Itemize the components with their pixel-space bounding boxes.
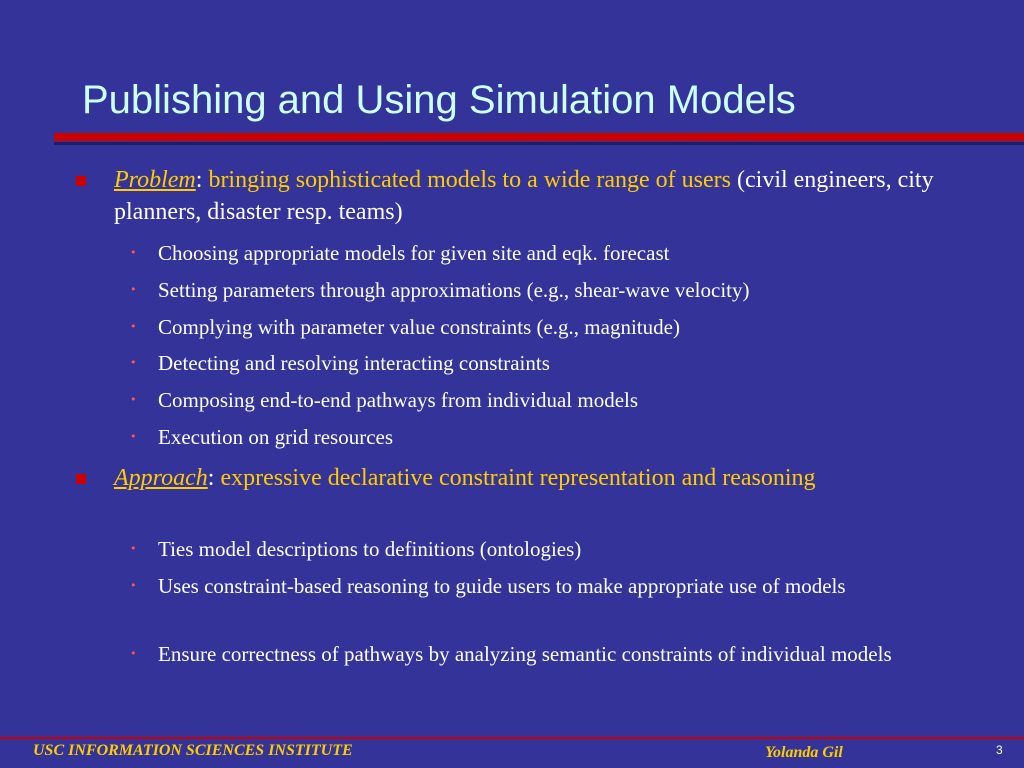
dot-bullet-icon: •	[130, 356, 137, 369]
bullet-approach	[114, 462, 1009, 494]
bullet-separator: :	[195, 167, 209, 193]
bullet-highlight: expressive declarative constraint representation and reasoning	[220, 465, 816, 491]
bullet-problem	[114, 164, 1009, 228]
sub-bullet: Detecting and resolving interacting constraints	[158, 351, 550, 375]
sub-bullet: Uses constraint-based reasoning to guide users to make appropriate use of models	[158, 574, 846, 598]
footer-institute: USC INFORMATION SCIENCES INSTITUTE	[33, 742, 353, 759]
sub-bullet: Complying with parameter value constraints (e.g., magnitude)	[158, 315, 680, 339]
dot-bullet-icon: •	[130, 246, 137, 259]
dot-bullet-icon: •	[130, 542, 137, 555]
footer-author: Yolanda Gil	[765, 744, 843, 761]
sub-bullet: Ensure correctness of pathways by analyzing semantic constraints of individual models	[158, 642, 892, 666]
sub-bullet: Composing end-to-end pathways from individual models	[158, 388, 639, 412]
bullet-separator: :	[207, 465, 221, 491]
bullet-rest: (civil engineers, city planners, disaster resp. teams)	[114, 167, 934, 225]
dot-bullet-icon: •	[130, 283, 137, 296]
slide-title: Publishing and Using Simulation Models	[82, 78, 796, 122]
title-divider-red	[54, 133, 1024, 141]
square-bullet-icon	[76, 474, 86, 484]
page-number: 3	[996, 743, 1003, 757]
bullet-highlight: bringing sophisticated models to a wide range of users	[208, 167, 731, 193]
dot-bullet-icon: •	[130, 647, 137, 660]
dot-bullet-icon: •	[130, 579, 137, 592]
footer-divider	[0, 737, 1024, 739]
sub-bullet: Setting parameters through approximations (e.g., shear-wave velocity)	[158, 278, 750, 302]
sub-bullet: Execution on grid resources	[158, 425, 394, 449]
dot-bullet-icon: •	[130, 393, 137, 406]
square-bullet-icon	[76, 176, 86, 186]
bullet-keyword: Approach	[114, 465, 208, 491]
dot-bullet-icon: •	[130, 430, 137, 443]
sub-bullet: Choosing appropriate models for given site and eqk. forecast	[158, 241, 670, 265]
title-divider-shadow	[54, 142, 1024, 145]
dot-bullet-icon: •	[130, 320, 137, 333]
title-divider	[54, 133, 1024, 149]
bullet-keyword: Problem	[114, 167, 196, 193]
sub-bullet: Ties model descriptions to definitions (ontologies)	[158, 537, 582, 561]
